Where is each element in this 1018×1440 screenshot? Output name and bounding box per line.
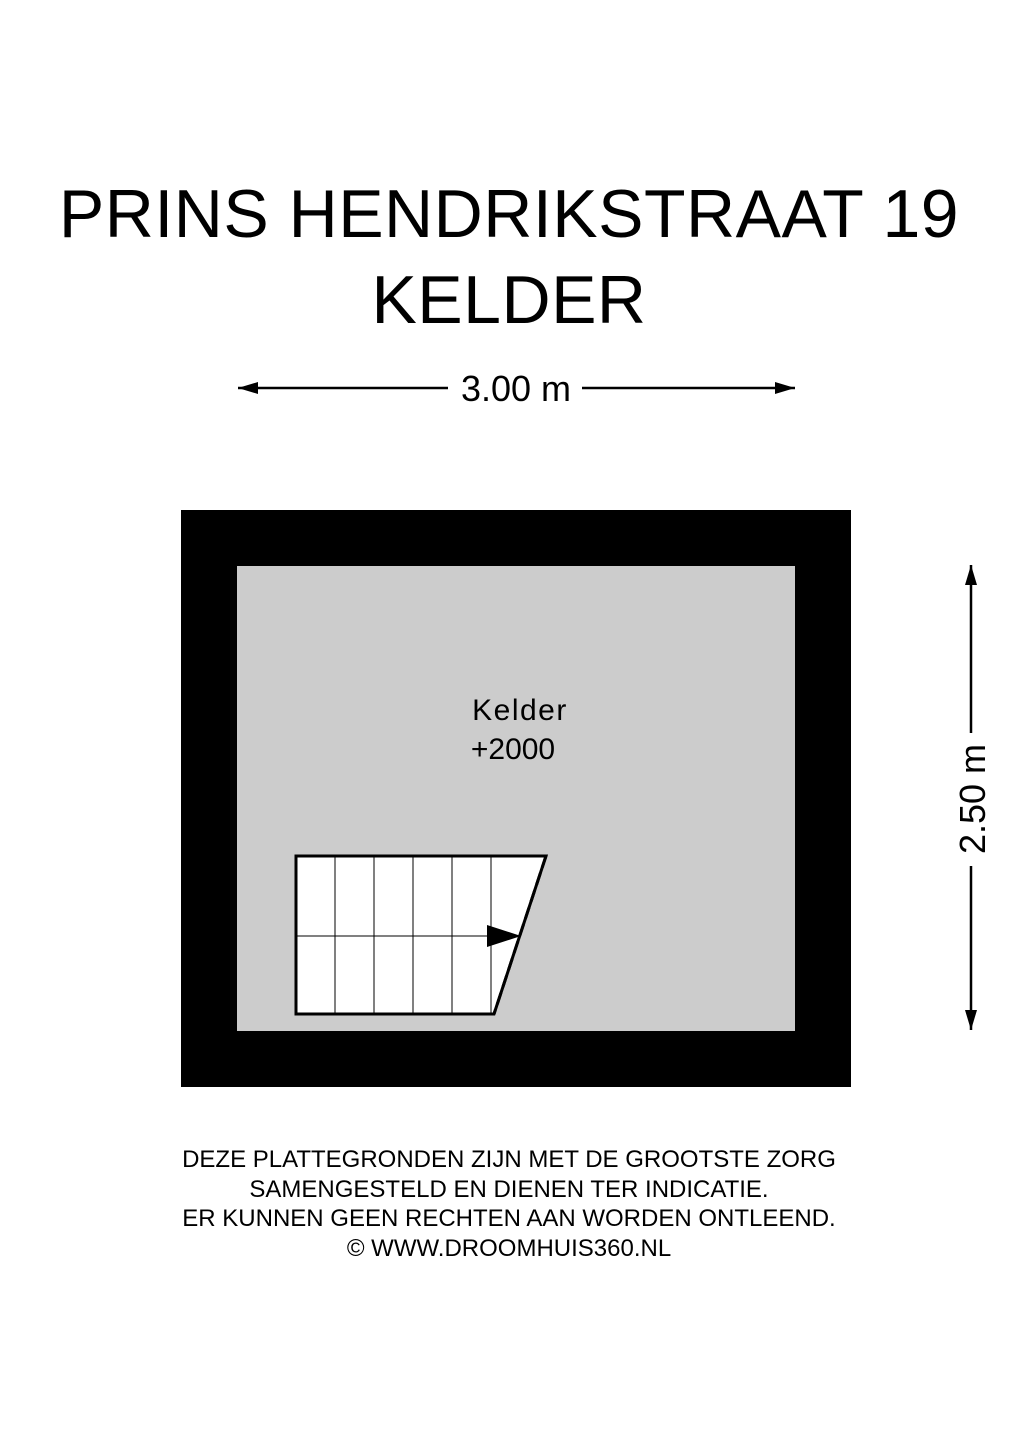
disclaimer bbox=[0, 1145, 1018, 1263]
disclaimer-line: DEZE PLATTEGRONDEN ZIJN MET DE GROOTSTE ZORG bbox=[182, 1146, 836, 1173]
width-dimension bbox=[238, 368, 795, 409]
plan-title-address: PRINS HENDRIKSTRAAT 19 bbox=[58, 176, 960, 252]
disclaimer-line: ER KUNNEN GEEN RECHTEN AAN WORDEN ONTLEEND. bbox=[182, 1205, 836, 1232]
depth-dimension bbox=[952, 565, 993, 1030]
plan-title-floor: KELDER bbox=[371, 262, 647, 338]
room-level-label: +2000 bbox=[470, 733, 556, 766]
room-name-label: Kelder bbox=[472, 694, 568, 727]
width-dimension-label: 3.00 m bbox=[460, 368, 572, 409]
disclaimer-line: SAMENGESTELD EN DIENEN TER INDICATIE. bbox=[249, 1175, 769, 1203]
copyright-line: © WWW.DROOMHUIS360.NL bbox=[346, 1234, 672, 1262]
depth-dimension-label: 2.50 m bbox=[952, 743, 993, 855]
